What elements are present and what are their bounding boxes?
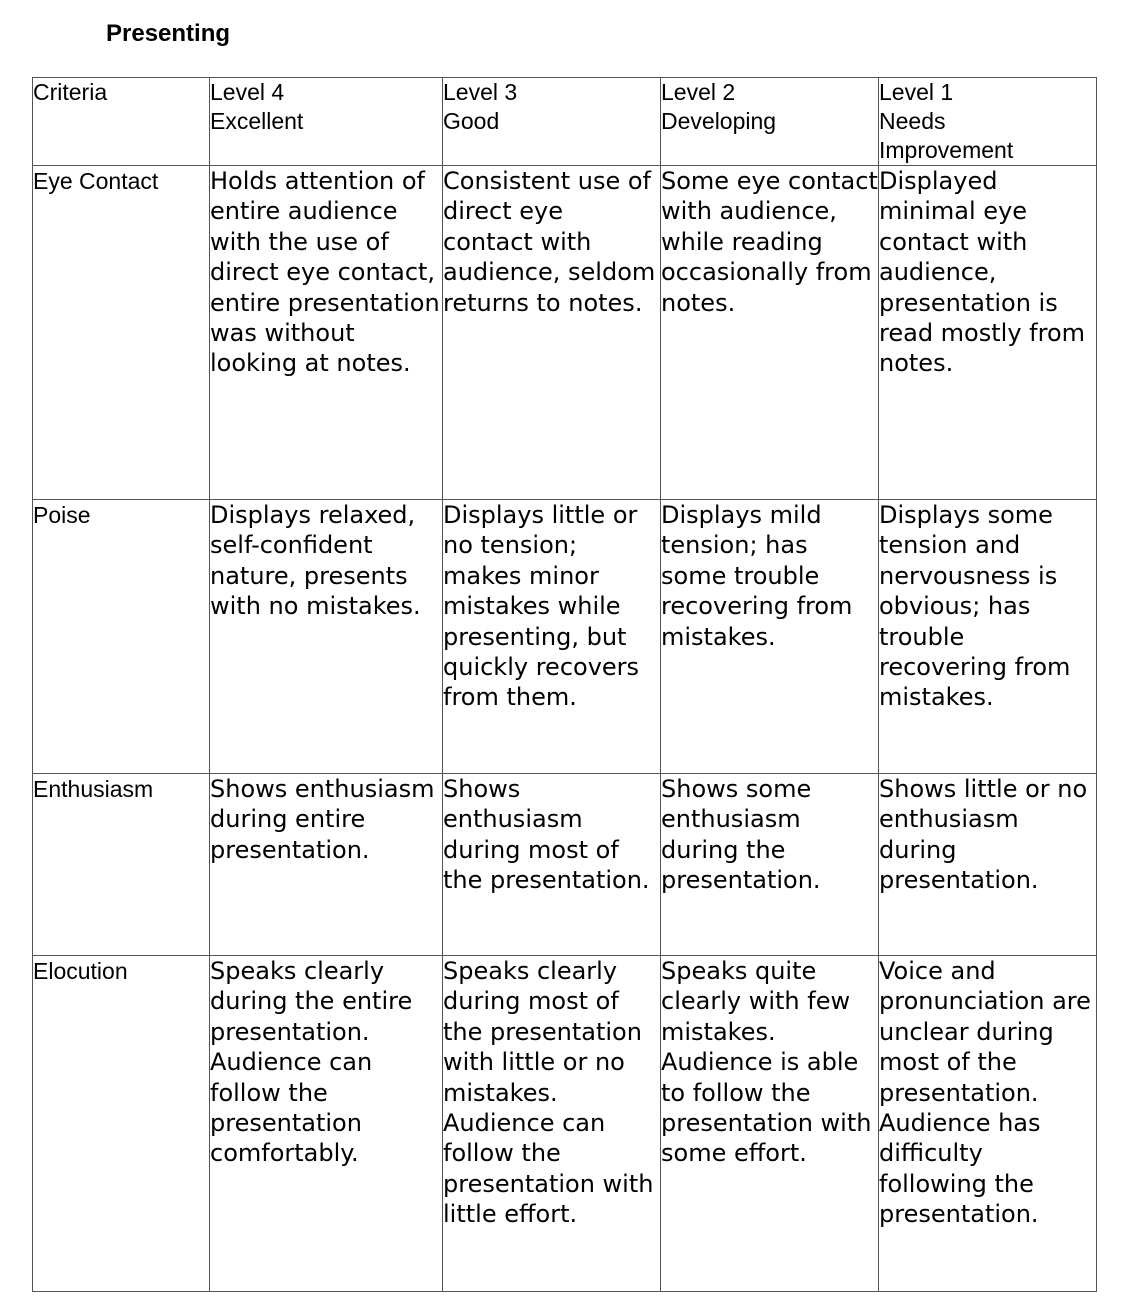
- level-1-description: Voice and pronunciation are unclear during most of the presentation. Audience has difficulty following the presentation.: [879, 956, 1097, 1292]
- level-1-description: Displayed minimal eye contact with audience, presentation is read mostly from notes.: [879, 166, 1097, 500]
- criterion-cell: Enthusiasm: [33, 774, 210, 956]
- level-label: Good: [443, 108, 500, 134]
- rubric-row-eye-contact: [33, 166, 1097, 500]
- level-1-description: Shows little or no enthusiasm during presentation.: [879, 774, 1097, 956]
- level-4-header: [210, 78, 443, 166]
- level-2-description: Speaks quite clearly with few mistakes. Audience is able to follow the presentation with some effort.: [661, 956, 879, 1292]
- level-label: Needs Improvement: [879, 108, 1014, 163]
- level-4-description: Shows enthusiasm during entire presentation.: [210, 774, 443, 956]
- rubric-row-enthusiasm: [33, 774, 1097, 956]
- criterion-cell: Elocution: [33, 956, 210, 1292]
- header-row: [33, 78, 1097, 166]
- level-number: Level 4: [210, 79, 285, 105]
- level-3-header: [443, 78, 661, 166]
- level-4-description: Speaks clearly during the entire presentation. Audience can follow the presentation comfortably.: [210, 956, 443, 1292]
- level-3-description: Shows enthusiasm during most of the presentation.: [443, 774, 661, 956]
- criterion-cell: Eye Contact: [33, 166, 210, 500]
- level-2-description: Some eye contact with audience, while reading occasionally from notes.: [661, 166, 879, 500]
- document-title: Presenting: [106, 20, 231, 47]
- level-2-header: [661, 78, 879, 166]
- criterion-cell: Poise: [33, 500, 210, 774]
- level-label: Excellent: [210, 108, 304, 134]
- level-3-description: Speaks clearly during most of the presentation with little or no mistakes. Audience can follow the presentation with little effort.: [443, 956, 661, 1292]
- rubric-row-elocution: [33, 956, 1097, 1292]
- level-label: Developing: [661, 108, 777, 134]
- level-4-description: Holds attention of entire audience with the use of direct eye contact, entire presentation was without looking at notes.: [210, 166, 443, 500]
- criteria-header-label: Criteria: [33, 79, 108, 105]
- level-2-description: Shows some enthusiasm during the presentation.: [661, 774, 879, 956]
- criteria-header: [33, 78, 210, 166]
- level-1-header: [879, 78, 1097, 166]
- level-4-description: Displays relaxed, self-confident nature, presents with no mistakes.: [210, 500, 443, 774]
- level-2-description: Displays mild tension; has some trouble recovering from mistakes.: [661, 500, 879, 774]
- level-number: Level 2: [661, 79, 736, 105]
- level-1-description: Displays some tension and nervousness is obvious; has trouble recovering from mistakes.: [879, 500, 1097, 774]
- level-3-description: Consistent use of direct eye contact with audience, seldom returns to notes.: [443, 166, 661, 500]
- level-3-description: Displays little or no tension; makes minor mistakes while presenting, but quickly recovers from them.: [443, 500, 661, 774]
- level-number: Level 3: [443, 79, 518, 105]
- rubric-row-poise: [33, 500, 1097, 774]
- level-number: Level 1: [879, 79, 954, 105]
- presenting-rubric-table: [32, 77, 1097, 1292]
